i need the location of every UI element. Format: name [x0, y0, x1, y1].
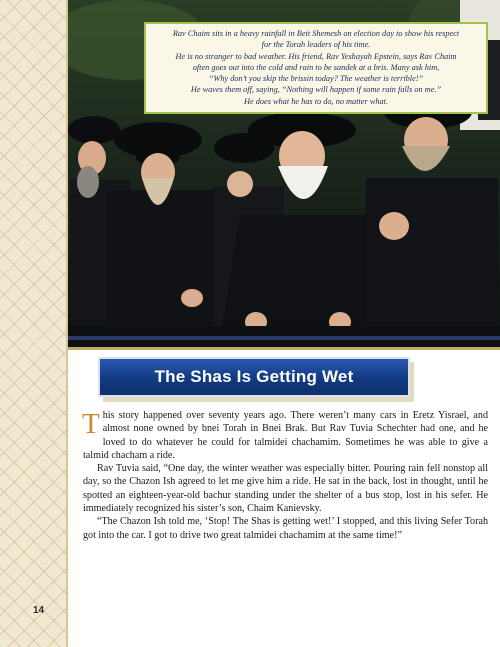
divider-rule [68, 347, 500, 350]
caption-line: “Why don’t you skip the brissin today? The weather is terrible!” [208, 74, 424, 84]
section-title: The Shas Is Getting Wet [154, 367, 354, 386]
caption-line: often goes out into the cold and rain to be sandek at a bris. Many ask him, [192, 62, 440, 72]
caption-line: Rav Chaim sits in a heavy rainfall in Beit Shemesh on election day to show his respect [172, 29, 460, 38]
story-paragraph: Rav Tuvia said, “One day, the winter weather was especially bitter. Pouring rain fell nonstop all day, so the Chazon Ish agreed to let me give him a ride. He sat in the back, lost in thought, until he spotted an eighteen-year-old bachur standing under the shelter of a bus stop, lost in his sefer. He immediately recognized his sister’s son, Chaim Kanievsky. [83, 463, 488, 515]
decorative-side-pattern [0, 0, 68, 647]
photo-caption [144, 22, 488, 114]
caption-line: He does what he has to do, no matter what. [243, 96, 389, 106]
story-body [83, 409, 488, 542]
story-paragraph: “The Chazon Ish told me, ‘Stop! The Shas is getting wet!’ I stopped, and this living Sefer Torah got into the car. I got to drive two great talmidei chachamim at the same time!” [83, 516, 488, 541]
caption-line: for the Torah leaders of his time. [261, 40, 371, 50]
photo-rabbis-in-rain [68, 0, 500, 347]
page-number: 14 [33, 605, 45, 616]
paragraph-text: his story happened over seventy years ago. There weren’t many cars in Eretz Yisrael, and almost none owned by bnei Torah in Bnei Brak. But Rav Tuvia Schechter had one, and he loved to do whatever he could for talmidei chachamim. Sometimes he was able to give a talmid chacham a ride. [83, 410, 488, 461]
caption-line: He is no stranger to bad weather. His friend, Rav Yeshayah Epstein, says Rav Chaim [175, 51, 457, 61]
drop-cap: T [82, 408, 100, 440]
caption-line: He waves them off, saying, “Nothing will happen if some rain falls on me.” [190, 85, 442, 95]
story-paragraph [83, 409, 488, 462]
section-title-banner [98, 357, 410, 397]
